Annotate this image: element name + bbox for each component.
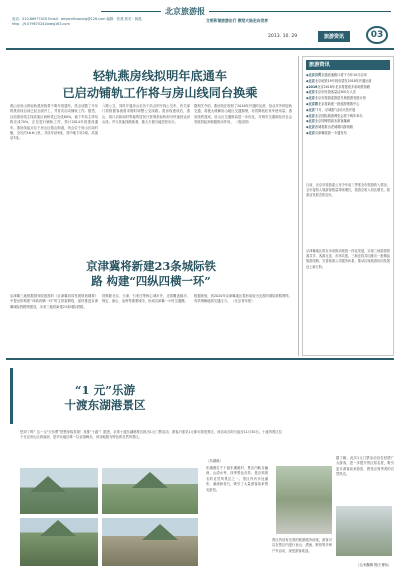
list-item: ◆北京“7月，京城游”活动火热开展 xyxy=(306,107,356,112)
story3-headline xyxy=(50,383,160,413)
issue-date: 2013. 10. 29 xyxy=(268,34,298,39)
mountain-shape xyxy=(142,524,178,540)
mountain-shape xyxy=(132,472,168,488)
story2-column-3-text: 根据规划，到2020年京津冀地区将形成较为完善的城际铁路网络，有效缓解地面交通压力。 xyxy=(194,294,292,304)
sidebar-heading: 旅游资讯 xyxy=(306,60,390,70)
story1-column-3 xyxy=(194,104,292,248)
story2-column-2: 铁路除北京、天津、石家庄等核心城市外，还将覆盖廊坊、保定、唐山、沧州等重要城市，形成京津冀一小时交通圈。 xyxy=(102,294,190,304)
masthead-rule xyxy=(101,11,391,12)
scenery-photo-2 xyxy=(102,468,198,514)
story1-column-2: 八路公交，同时开通房山至各个站点的专线公交车，有关部门将根据客流需求随时调整公交线路。燕房线建成后，燕山、周口店和阎村等地的居民只需乘坐轻轨即可快速到达房山线，并与其他线路换乘，极大方便当地居民出行。 xyxy=(102,104,190,125)
story2-column-3 xyxy=(194,294,292,348)
sidebar-body-2: 京津冀地区将在未来推动旅游一体化发展，实现三地旅游资源共享、客源互送、市场共建。三地还将共同推出一批精品旅游线路，完善旅游公共服务体系，推动区域旅游协同发展迈上新台阶。 xyxy=(306,249,390,269)
story3-byline: （文/何佩佩 图/王博怡） xyxy=(356,563,392,567)
story1-headline-line2: 已启动铺轨工作将与房山线同台换乘 xyxy=(62,86,258,100)
contact-info: 电话：010-66977420 Email：beyondhuaxing@126.com 编辑：张燕 校对：薛磊 http：//t.079670241bdeg163.com xyxy=(12,17,142,26)
list-item: ◆北京西城将推出老城胡同游线路 xyxy=(306,125,354,130)
list-item: ◆2016北京2016年北京将建成多条地铁线路 xyxy=(306,84,371,89)
story2-headline-line1: 京津冀将新建23条城际铁 xyxy=(86,259,216,273)
story2-column-1: 京津冀三地根据国务院批准的《京津冀协同发展规划纲要》中提出的构建“四纵四横一环”的主骨架网络，加快推进京津冀城际铁路网建设，未来三地将新建23条城际铁路。 xyxy=(10,294,98,309)
photo-caption: （东湖港） xyxy=(206,459,223,463)
masthead xyxy=(6,4,394,50)
list-item: ◆北京北京地铁19号线有望在2018年开通运营 xyxy=(306,78,372,83)
list-item: ◆北京北京园博园周末游客爆满 xyxy=(306,119,350,124)
list-item: ◆北京北京市民游客量达300万人次 xyxy=(306,90,356,95)
page-number: 03 xyxy=(366,26,388,44)
section-tag: 旅游资讯 xyxy=(318,31,350,42)
scenery-photo-3 xyxy=(20,518,98,566)
story1-byline: （逸辰明） xyxy=(234,120,252,125)
story3-headline-line2: 十渡东湖港景区 xyxy=(64,398,146,412)
story1-column-3-text: 据相关介绍，燕房线在规划了2016年开通时运营，但从对外的轻轨交通，将极大缓解房山地区交通拥堵，有效降低私家车使用量。燕房线的建成，房山区交通格局进一步优化，对城市交通和经济社会发展将起到积极推动作用。 xyxy=(194,104,292,125)
scenery-photo-1 xyxy=(20,468,98,514)
river-photo xyxy=(336,506,392,556)
list-item: ◆北京自贸京通高速路口将于今年10月启用 xyxy=(306,73,367,77)
list-item: ◆北京北京国际旅游博览会将于明年举办 xyxy=(306,113,363,118)
story2-byline: （北京青年报） xyxy=(231,299,255,304)
newspaper-brand: 北京旅游报 xyxy=(161,6,209,17)
section-divider xyxy=(6,358,394,360)
scenery-photo-4 xyxy=(102,518,198,566)
sidebar-body-1: 日前，北京市旅游委公布今年前三季度全市旅游收入情况，全市接待入境游客数量持续增长，旅游总收入同比增长，旅游业发展态势良好。 xyxy=(306,183,390,198)
landscape-photo xyxy=(276,466,332,534)
list-item: ◆北京京津冀旅游一卡通发布 xyxy=(306,130,347,135)
story1-headline-line1: 轻轨燕房线拟明年底通车 xyxy=(92,69,228,83)
story3-lead: 您到了吗？这一元“天价票”您想身临其境！首推“十渡”！据悉，京郊十渡东湖港景区推出1元门票活动，游客只需花1元即可游览景区，该活动自即日起至11月30日。十渡风景区位于北京房山区西南部，是华北地区唯一以岩溶峰丛、河谷地貌为特色的自然风景区。 xyxy=(20,430,282,440)
news-sidebar xyxy=(302,56,394,356)
list-item: ◆北京北京市旅游委推进冬奥旅游发展计划 xyxy=(306,96,366,101)
story2-headline-line2: 路 构建“四纵四横一环” xyxy=(91,274,211,288)
mountain-shape xyxy=(40,520,76,536)
masthead-slogan: 文明和谐旅游出行 教给大陆走向世界 xyxy=(206,18,269,23)
story3-column-3: 据了解，此次1元门票活动旨在回馈广大游客，进一步提升景区知名度，吸引更多游客前来游览，感受京郊秀美的自然风光。 xyxy=(336,456,394,477)
story3-column-2: 景区内设有完善的旅游服务设施，游客可以在景区内进行登山、漂流、野营等多种户外活动，深受游客欢迎。 xyxy=(272,538,332,553)
story3-column-1: 东湖港位于十渡东湖港村，景区内峡谷幽深，山清水秀，四季景色各异，是京郊著名的自然风景区之一。景区内有多处瀑布、溪流和奇石，吸引了大量游客前来观光游览。 xyxy=(206,466,268,492)
story1-headline xyxy=(20,68,300,102)
photo-grid xyxy=(20,468,200,568)
sidebar-list xyxy=(306,73,390,137)
story2-headline xyxy=(10,259,292,289)
story3-headline-line1: “1 元”乐游 xyxy=(74,383,136,397)
story1-column-1: 燕山至房山的轻轨燕房线将于明年底通车，热点话题了半年的燕房线目前已经全面开工，并首次启动铺轨工作。据悉，目前燕房线主线高架区间桥梁已完成80%，地下车站主体结构完成70%，正在进行铺轨工作，预计2014年底建成通车。燕房线起点位于房山区燕山街道，终点位于房山区阎村镇，全长约16.6公里，共设车站9座，其中地下站2座，高架站7座。 xyxy=(10,104,98,141)
column-divider xyxy=(298,56,299,356)
list-item: ◆北京将北京将新建一批旅游集散中心 xyxy=(306,101,360,106)
mountain-shape xyxy=(30,476,66,492)
